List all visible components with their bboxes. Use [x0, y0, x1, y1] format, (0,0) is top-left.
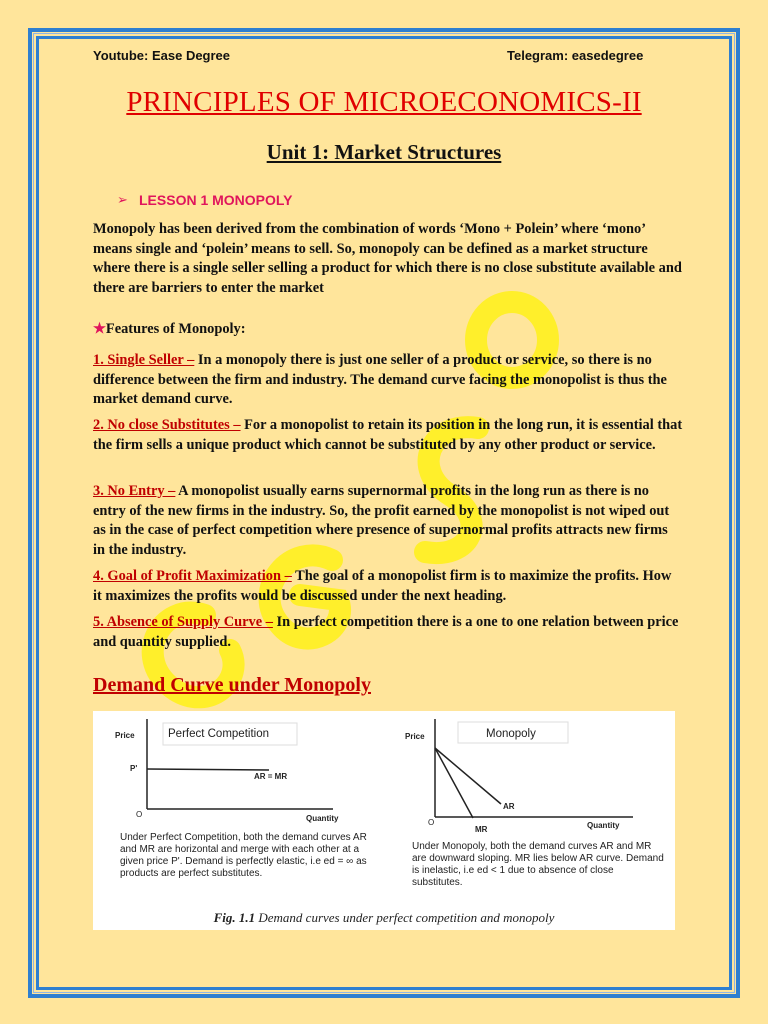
right-mr-label: MR [475, 825, 488, 834]
left-curve-label: AR = MR [254, 772, 288, 781]
feature-item [93, 567, 683, 606]
feature-text: In a monopoly there is just one seller of a product or service, so there is no difference between the firm and industry. The demand curve facing the monopolist is thus the market demand curve. [93, 352, 667, 408]
left-ar-mr-line [147, 769, 269, 770]
feature-term: 4. Goal of Profit Maximization – [93, 568, 292, 584]
features-title [93, 321, 246, 338]
feature-item [93, 482, 683, 560]
lesson-heading: LESSON 1 MONOPOLY [139, 192, 293, 208]
figure-caption-text: Demand curves under perfect competition and monopoly [255, 910, 555, 925]
feature-term: 3. No Entry – [93, 483, 176, 499]
left-origin: O [136, 810, 143, 819]
features-title-text: Features of Monopoly: [105, 321, 246, 337]
feature-item [93, 351, 683, 410]
section-heading: Demand Curve under Monopoly [93, 674, 371, 696]
page-title: PRINCIPLES OF MICROECONOMICS-II [126, 86, 642, 118]
header-youtube: Youtube: Ease Degree [93, 48, 231, 63]
arrow-bullet-icon: ➢ [117, 192, 128, 207]
right-ar-curve [435, 748, 501, 804]
feature-item [93, 416, 683, 455]
unit-heading: Unit 1: Market Structures [266, 140, 502, 164]
figure-graphs [93, 711, 675, 930]
left-x-label: Quantity [306, 814, 339, 823]
feature-term: 1. Single Seller – [93, 352, 195, 368]
star-icon: ★ [93, 321, 106, 337]
figure-number: Fig. 1.1 [213, 910, 256, 925]
feature-term: 5. Absence of Supply Curve – [93, 614, 273, 630]
right-origin: O [428, 818, 435, 827]
feature-term: 2. No close Substitutes – [93, 417, 241, 433]
right-y-label: Price [405, 732, 425, 741]
right-graph-caption: Under Monopoly, both the demand curves AR and MR are downward sloping. MR lies below AR curve. Demand is inelastic, i.e ed < 1 due to absence of close substitutes. [412, 841, 664, 888]
figure-caption [93, 910, 675, 926]
left-price-tick: P' [130, 764, 138, 773]
right-graph-title: Monopoly [486, 728, 536, 740]
feature-text: In perfect competition there is a one to one relation between price and quantity supplied. [93, 614, 679, 650]
feature-text: For a monopolist to retain its position in the long run, it is essential that the firm sells a unique product which cannot be substituted by any other product or service. [93, 417, 683, 453]
feature-item [93, 613, 683, 652]
feature-text: The goal of a monopolist firm is to maximize the profits. How it maximizes the profits would be discussed under the next heading. [93, 568, 672, 604]
right-x-label: Quantity [587, 821, 620, 830]
left-graph-caption: Under Perfect Competition, both the demand curves AR and MR are horizontal and merge with each other at a given price P'. Demand is perfectly elastic, i.e ed = ∞ as products are perfect substitutes. [120, 832, 367, 879]
left-graph-title: Perfect Competition [168, 728, 269, 740]
left-y-label: Price [115, 731, 135, 740]
demand-curves-figure [93, 711, 675, 930]
right-ar-label: AR [503, 802, 515, 811]
feature-text: A monopolist usually earns supernormal profits in the long run as there is no entry of the new firms in the industry. So, the profit earned by the monopolist is not wiped out as in the case of perfect competition where presence of supernormal profits attracts new firms in the industry. [93, 483, 670, 558]
right-mr-curve [435, 748, 473, 818]
header-telegram: Telegram: easedegree [507, 48, 644, 63]
intro-paragraph: Monopoly has been derived from the combination of words ‘Mono + Polein’ where ‘mono’ means single and ‘polein’ means to sell. So, monopoly can be defined as a market structure where there is a single seller selling a product for which there is no close substitute available and there are barriers to enter the market [93, 221, 682, 296]
